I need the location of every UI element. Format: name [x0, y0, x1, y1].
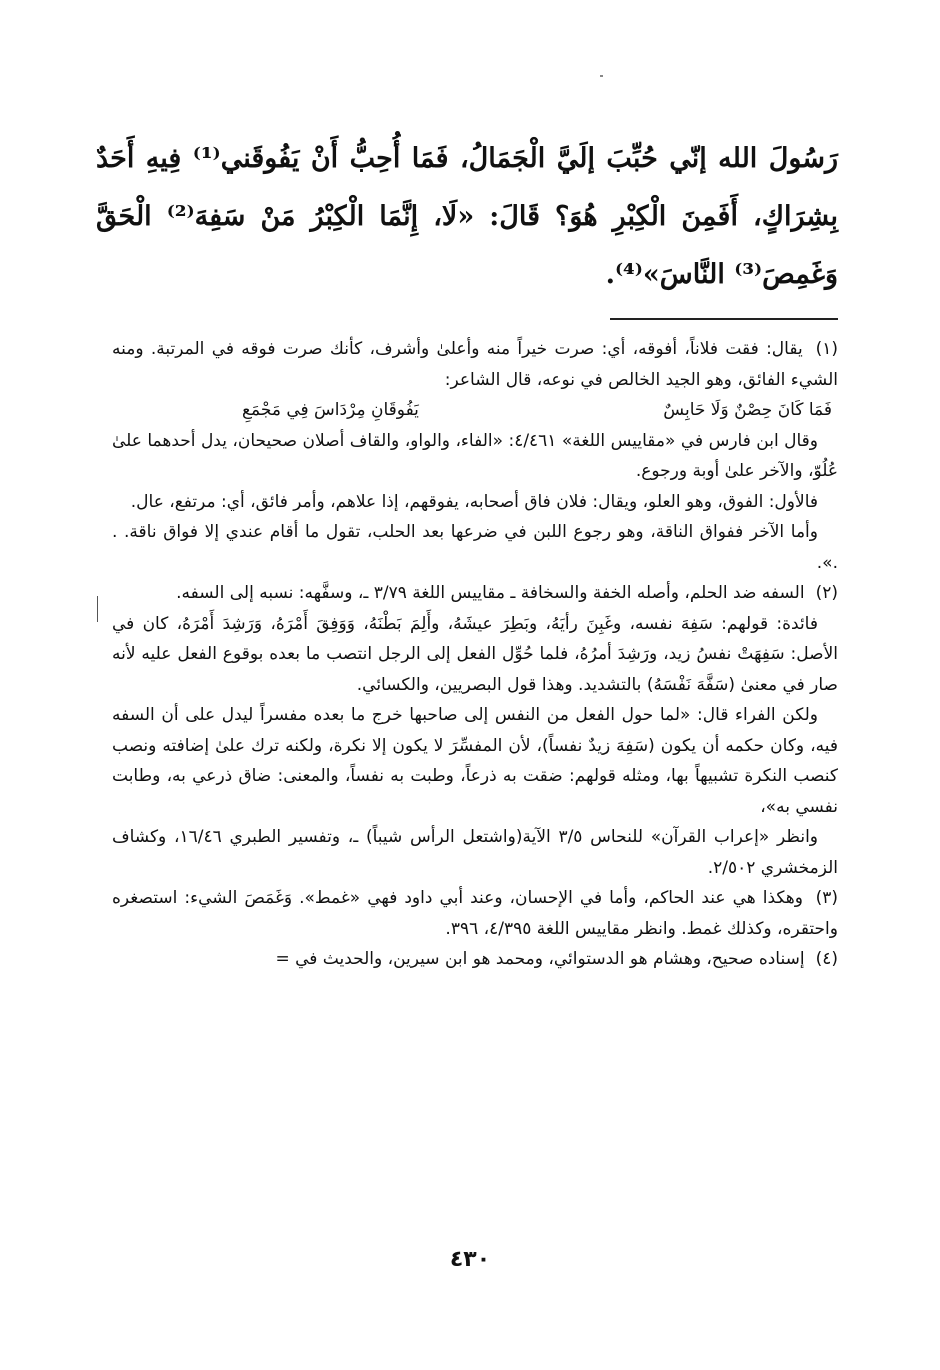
footnote-4: [112, 944, 838, 975]
footnote-2: [112, 578, 838, 609]
footnote-text: يقال: فقت فلاناً، أفوقه، أي: صرت خيراً منه وأعلىٰ وأشرف، كأنك صرت فوقه في المرتبة. ومنه الشيء الفائق، وهو الجيد الخالص في نوعه، قال الشاعر:: [112, 339, 838, 390]
footnote-text: إسناده صحيح، وهشام هو الدستوائي، ومحمد هو ابن سيرين، والحديث في =: [275, 949, 805, 969]
footnote-number: (١): [815, 339, 838, 359]
footnote-divider: [610, 318, 838, 320]
main-line-2: بِشِرَاكٍ، أَفَمِنَ الْكِبْرِ هُوَ؟ قَالَ: «لَا، إِنَّمَا الْكِبْرُ مَنْ سَفِهَ⁽²⁾ الْحَقَّ: [96, 201, 838, 232]
verse-first-hemistich: فَمَا كَانَ حِصْنٌ وَلَا حَابِسٌ: [663, 400, 832, 420]
scan-speck: [600, 75, 603, 77]
footnote-paragraph: وقال ابن فارس في «مقاييس اللغة» ٤/٤٦١: «الفاء، والواو، والقاف أصلان صحيحان، يدل أحدهما علىٰ عُلُوّ، والآخر علىٰ أوبة ورجوع.: [112, 430, 838, 481]
footnote-number: (٢): [815, 583, 838, 603]
main-line-3: وَغَمِصَ⁽³⁾ النَّاسَ»⁽⁴⁾.: [605, 259, 838, 290]
footnote-paragraph: وأما الآخر ففواق الناقة، وهو رجوع اللبن في ضرعها بعد الحلب، تقول ما أقام عندي إلا فواق ناقة. . .».: [112, 522, 838, 573]
footnote-paragraph: وانظر «إعراب القرآن» للنحاس ٣/٥ الآية(واشتعل الرأس شيباً) ـ، وتفسير الطبري ١٦/٤٦، وكشاف الزمخشري ٢/٥٠٢.: [112, 827, 838, 878]
footnote-number: (٣): [815, 888, 838, 908]
page-number: ٤٣٠: [449, 1247, 491, 1272]
footnote-3: [112, 883, 838, 944]
footnotes-section: [112, 334, 838, 975]
poetry-verse: [112, 395, 838, 426]
main-line-1: رَسُولَ الله إنّي حُبِّبَ إلَيَّ الْجَمَالُ، فَمَا أُحِبُّ أَنْ يَفُوقَني⁽¹⁾ فِيهِ أَحَدٌ: [96, 143, 838, 174]
footnote-1: [112, 334, 838, 395]
margin-mark: [97, 596, 98, 622]
footnote-number: (٤): [815, 949, 838, 969]
main-hadith-text: [96, 130, 838, 304]
verse-second-hemistich: يَفُوقَانِ مِرْدَاسَ فِي مَجْمَعِ: [242, 400, 419, 420]
footnote-text: وهكذا هي عند الحاكم، وأما في الإحسان، وعند أبي داود فهي «غمط». وَغَمَصَ الشيء: استصغره واحتقره، وكذلك غمط. وانظر مقاييس اللغة ٤/٣٩٥، ٣٩٦.: [112, 888, 838, 939]
footnote-paragraph: فالأول: الفوق، وهو العلو، ويقال: فلان فاق أصحابه، يفوقهم، إذا علاهم، وأمر فائق، أي: مرتفع، عال.: [130, 491, 818, 512]
footnote-paragraph: فائدة: قولهم: سَفِهَ نفسه، وغَبِنَ رأيَهُ، وبَطِرَ عيشَهُ، وأَلِمَ بَطْنَهُ، وَوَفِقَ أَمْرَهُ، وَرَشِدَ أَمْرَهُ، كان في الأصل: سَفِهَتْ نفسُ زيد، ورَشِدَ أمرُهُ، فلما حُوِّل الفعل إلى الرجل انتصب ما بعده بوقوع الفعل عليه لأنه صار في معنىٰ (سَفَّهَ نَفْسَهُ) بالتشديد. وهذا قول البصريين، والكسائي.: [112, 613, 838, 695]
footnote-paragraph: ولكن الفراء قال: «لما حول الفعل من النفس إلى صاحبها خرج ما بعده مفسراً ليدل على أن السفه فيه، وكان حكمه أن يكون (سَفِهَ زيدٌ نفساً)، لأن المفسِّرَ لا يكون إلا نكرة، ولكنه ترك علىٰ إضافته ونصب كنصب النكرة تشبيهاً بها، ومثله قولهم: ضقت به ذرعاً، وطبت به نفساً، والمعنى: ضاق ذرعي به، وطابت نفسي به»،: [112, 705, 838, 817]
footnote-text: السفه ضد الحلم، وأصله الخفة والسخافة ـ مقاييس اللغة ٣/٧٩ ـ، وسفَّهه: نسبه إلى السفه.: [176, 583, 805, 603]
